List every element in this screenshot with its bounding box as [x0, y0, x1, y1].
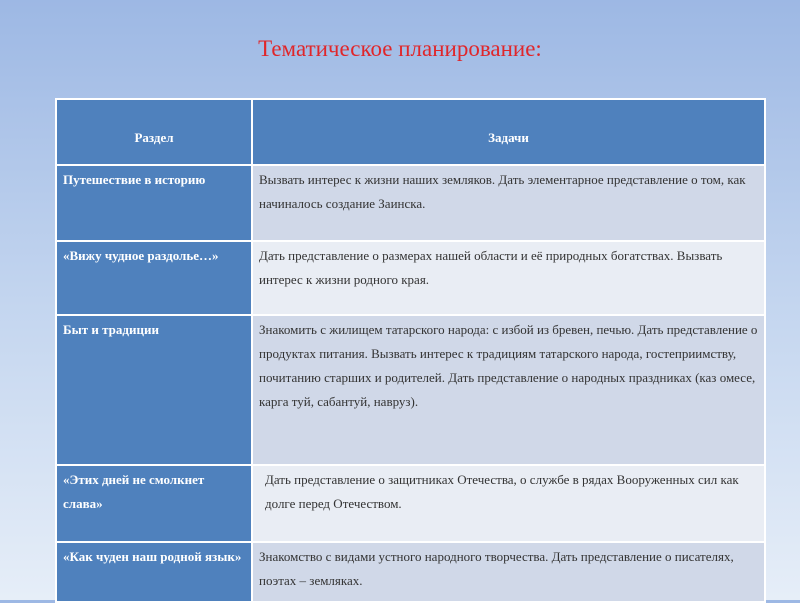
section-cell: «Как чуден наш родной язык» [56, 542, 252, 602]
slide-title: Тематическое планирование: [258, 36, 542, 61]
tasks-cell: Вызвать интерес к жизни наших земляков. Дать элементарное представление о том, как начиналось создание Заинска. [252, 165, 765, 241]
tasks-cell: Знакомить с жилищем татарского народа: с избой из бревен, печью. Дать представление о продуктах питания. Вызвать интерес к традициям татарского народа, гостеприимству, почитанию старших и родителей. Дать представление о народных праздниках (каз омесе, карга туй, сабантуй, навруз). [252, 315, 765, 465]
table-header-row [56, 99, 765, 165]
section-cell: «Вижу чудное раздолье…» [56, 241, 252, 315]
table-row [56, 315, 765, 465]
section-cell: Путешествие в историю [56, 165, 252, 241]
table-row [56, 465, 765, 542]
table-row [56, 542, 765, 602]
tasks-cell: Дать представление о размерах нашей области и её природных богатствах. Вызвать интерес к жизни родного края. [252, 241, 765, 315]
tasks-cell: Дать представление о защитниках Отечества, о службе в рядах Вооруженных сил как долге перед Отечеством. [252, 465, 765, 542]
planning-table [55, 98, 766, 603]
header-tasks: Задачи [252, 99, 765, 165]
table-row [56, 241, 765, 315]
section-cell: «Этих дней не смолкнет слава» [56, 465, 252, 542]
tasks-cell: Знакомство с видами устного народного творчества. Дать представление о писателях, поэтах – земляках. [252, 542, 765, 602]
header-section: Раздел [56, 99, 252, 165]
table-row [56, 165, 765, 241]
section-cell: Быт и традиции [56, 315, 252, 465]
